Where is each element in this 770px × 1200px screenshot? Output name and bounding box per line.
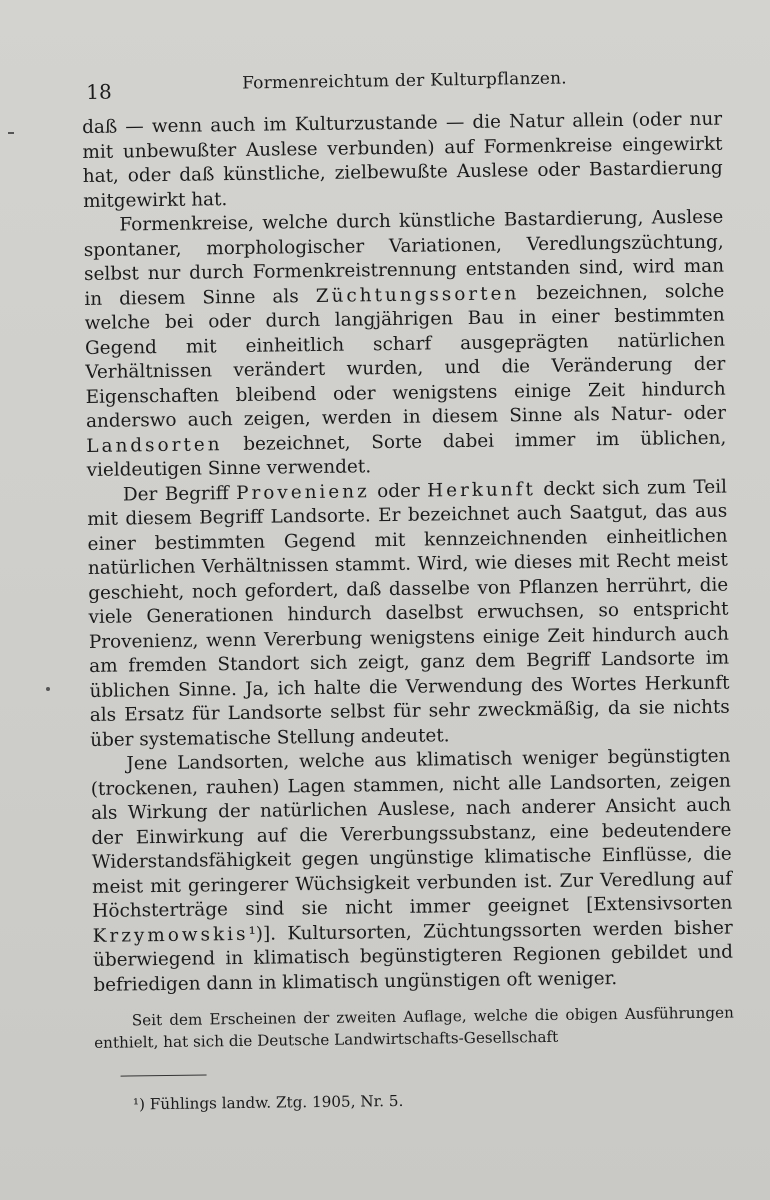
paragraph-2-text-a: Formenkreise, welche durch künstliche Bastardierung, Auslese spontaner, morphologischer Variationen, Veredlungszüchtung, selbst nur durch Formenkreistrennung entstanden sind, wird man in diesem Sinne als: [83, 206, 725, 310]
body-text: [82, 108, 735, 1115]
paragraph-2: [83, 206, 726, 484]
term-zuechtungssorten: Züchtungssorten: [315, 282, 520, 307]
paragraph-4-text-a: Jene Landsorten, welche aus klimatisch weniger begünstigten (trockenen, rauhen) Lagen stammen, nicht alle Landsorten, zeigen als Wirkung der natürlichen Auslese, nach anderer Ansicht auch der Einwirkung auf die Vererbungssubstanz, eine bedeutendere Widerstandsfähigkeit gegen ungünstige klimatische Einflüsse, die meist mit geringerer Wüchsigkeit verbunden ist. Zur Veredlung auf Höchsterträge sind sie nicht immer geeignet [Extensivsorten: [90, 745, 733, 922]
small-print-paragraph: Seit dem Erscheinen der zweiten Auflage, welche die obigen Ausführungen enthielt, hat sich die Deutsche Landwirtschafts-Gesellschaft: [94, 1003, 734, 1052]
paragraph-3-text-a: Der Begriff: [122, 482, 237, 505]
footnote: ¹) Fühlings landw. Ztg. 1905, Nr. 5.: [132, 1091, 404, 1114]
paragraph-2-text-c: bezeichnen, solche welche bei oder durch langjährigen Bau in einer bestimmten Gegend mit einheitlich scharf ausgeprägten natürlichen Verhältnissen verändert wurden, und die Veränderung der Eigenschaften bleibend oder wenigstens einige Zeit hindurch anderswo auch zeigen, werden in diesem Sinne als Natur- oder: [84, 280, 727, 432]
page-number: 18: [86, 79, 112, 104]
running-title: Formenreichtum der Kulturpflanzen.: [241, 68, 567, 94]
paragraph-2-text-e: bezeichnet, Sorte dabei immer im üblichen, vieldeutigen Sinne verwendet.: [86, 427, 727, 481]
term-herkunft: Herkunft: [426, 478, 536, 502]
margin-mark: [8, 132, 14, 134]
small-print-block: [94, 1002, 735, 1115]
margin-dot: [46, 687, 50, 691]
page-header: [86, 66, 708, 106]
paragraph-1: daß — wenn auch im Kulturzustande — die Natur allein (oder nur mit unbewußter Auslese verbunden) auf Formenkreise eingewirkt hat, oder daß künstliche, zielbewußte Auslese oder Bastardierung mitgewirkt hat.: [82, 108, 723, 212]
term-landsorten: Landsorten: [86, 433, 223, 457]
paragraph-4-text-c: ¹)]. Kultursorten, Züchtungssorten werden bisher überwiegend in klimatisch begünstigteren Regionen gebildet und befriedigen dann in klimatisch ungünstigen oft weniger.: [92, 917, 734, 996]
paragraph-3: [87, 475, 730, 753]
author-krzymowski: Krzymowskis: [92, 923, 249, 947]
paragraph-4: [90, 745, 733, 998]
paragraph-3-text-e: deckt sich zum Teil mit diesem Begriff Landsorte. Er bezeichnet auch Saatgut, das aus einer bestimmten Gegend mit kennzeichnenden einheitlichen natürlichen Verhältnissen stammt. Wird, wie dieses mit Recht meist geschieht, noch gefordert, daß dasselbe von Pflanzen herrührt, die viele Generationen hindurch daselbst erwuchsen, so entspricht Provenienz, wenn Vererbung wenigstens einige Zeit hindurch auch am fremden Standort sich zeigt, ganz dem Begriff Landsorte im üblichen Sinne. Ja, ich halte die Verwendung des Wortes Herkunft als Ersatz für Landsorte selbst für sehr zweckmäßig, da sie nichts über systematische Stellung andeutet.: [87, 476, 730, 751]
paragraph-3-text-c: oder: [369, 480, 428, 502]
term-provenienz: Provenienz: [235, 480, 370, 504]
footnote-divider: [121, 1074, 207, 1076]
